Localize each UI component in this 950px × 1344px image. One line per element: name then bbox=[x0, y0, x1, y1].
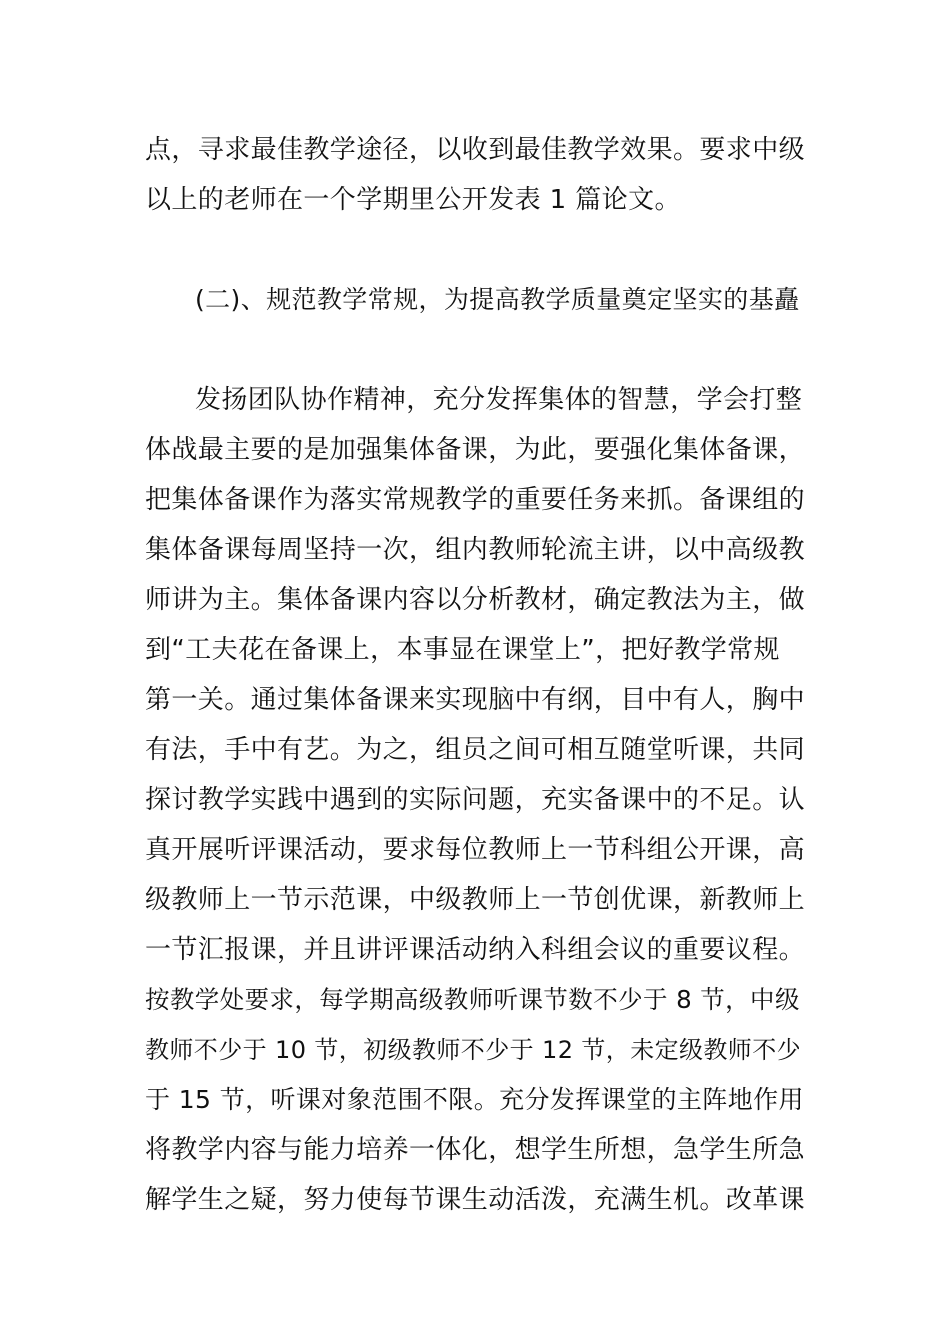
paragraph-2-line-9: 探讨教学实践中遇到的实际问题，充实备课中的不足。认 bbox=[145, 785, 806, 815]
paragraph-2-line-8: 有法，手中有艺。为之，组员之间可相互随堂听课，共同 bbox=[145, 735, 806, 765]
paragraph-2-line-17: 解学生之疑，努力使每节课生动活泼，充满生机。改革课 bbox=[145, 1185, 806, 1215]
paragraph-2-line-1: 发扬团队协作精神，充分发挥集体的智慧，学会打整 bbox=[195, 385, 803, 415]
paragraph-2-line-12: 一节汇报课，并且讲评课活动纳入科组会议的重要议程。 bbox=[145, 935, 806, 965]
paragraph-2-line-14: 教师不少于 10 节，初级教师不少于 12 节，未定级教师不少 bbox=[145, 1036, 801, 1064]
paragraph-2-line-4: 集体备课每周坚持一次，组内教师轮流主讲，以中高级教 bbox=[145, 535, 806, 565]
paragraph-1-line-2: 以上的老师在一个学期里公开发表 1 篇论文。 bbox=[145, 185, 681, 215]
paragraph-2-line-13: 按教学处要求，每学期高级教师听课节数不少于 8 节，中级 bbox=[145, 985, 800, 1014]
paragraph-2-line-15: 于 15 节，听课对象范围不限。充分发挥课堂的主阵地作用 bbox=[145, 1085, 804, 1114]
paragraph-1-line-1: 点，寻求最佳教学途径，以收到最佳教学效果。要求中级 bbox=[145, 135, 806, 165]
paragraph-2-line-11: 级教师上一节示范课，中级教师上一节创优课，新教师上 bbox=[145, 885, 806, 915]
section-heading: (二)、规范教学常规，为提高教学质量奠定坚实的基矗 bbox=[195, 285, 800, 314]
paragraph-2-line-5: 师讲为主。集体备课内容以分析教材，确定教法为主，做 bbox=[145, 585, 806, 615]
paragraph-2-line-7: 第一关。通过集体备课来实现脑中有纲，目中有人，胸中 bbox=[145, 685, 806, 715]
paragraph-2-line-10: 真开展听评课活动，要求每位教师上一节科组公开课，高 bbox=[145, 835, 806, 865]
paragraph-2-line-6: 到“工夫花在备课上，本事显在课堂上”，把好教学常规 bbox=[145, 635, 780, 665]
paragraph-2-line-2: 体战最主要的是加强集体备课，为此，要强化集体备课， bbox=[145, 435, 806, 465]
paragraph-2-line-3: 把集体备课作为落实常规教学的重要任务来抓。备课组的 bbox=[145, 485, 806, 515]
paragraph-2-line-16: 将教学内容与能力培养一体化，想学生所想，急学生所急 bbox=[145, 1135, 806, 1165]
